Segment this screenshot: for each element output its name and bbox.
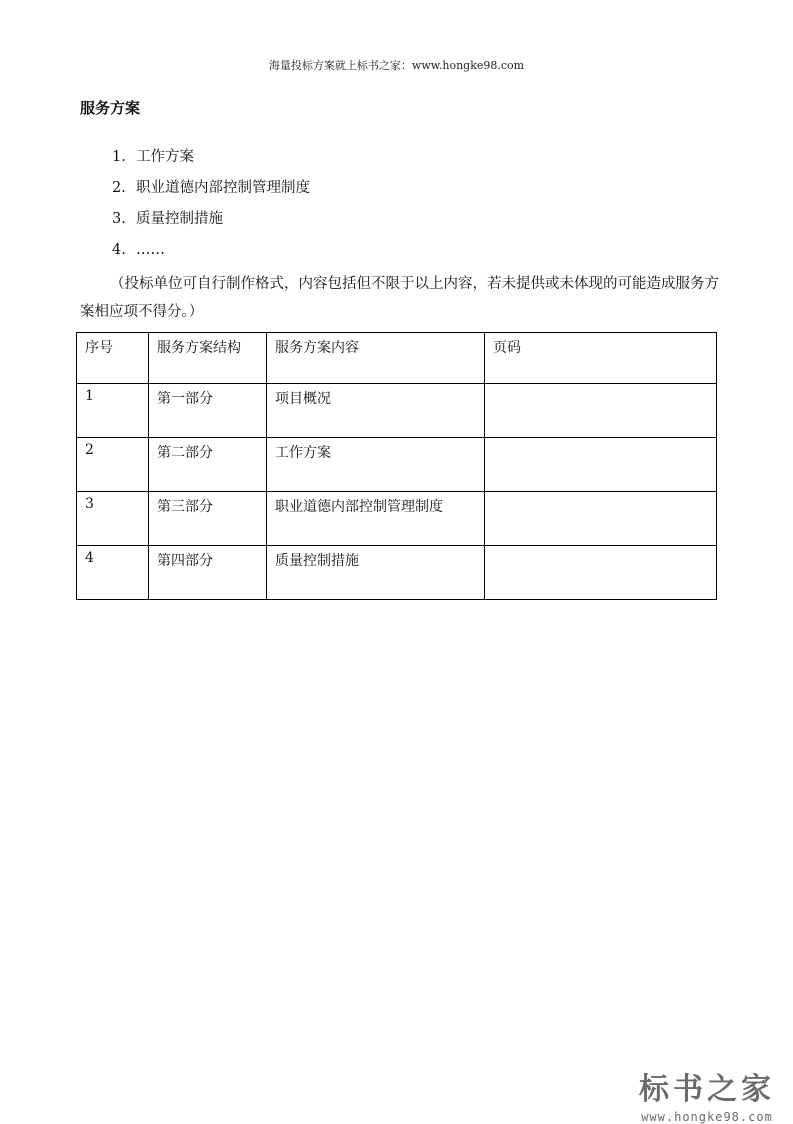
brand-watermark	[639, 1064, 775, 1124]
table-cell: 2	[77, 438, 149, 492]
list-item-number: 1.	[112, 149, 126, 165]
table-row	[77, 492, 717, 546]
table-cell: 第二部分	[149, 438, 267, 492]
table-cell	[485, 492, 717, 546]
table-cell: 第四部分	[149, 546, 267, 600]
table-cell: 4	[77, 546, 149, 600]
section-title: 服务方案	[80, 99, 141, 117]
table-cell: 第一部分	[149, 384, 267, 438]
header-cell-structure: 服务方案结构	[149, 333, 267, 384]
list-item-text: 职业道德内部控制管理制度	[136, 180, 310, 196]
table-cell: 第三部分	[149, 492, 267, 546]
list-item-text: ……	[136, 242, 165, 258]
page-header: 海量投标方案就上标书之家：www.hongke98.com	[268, 59, 525, 72]
list-item	[112, 147, 310, 178]
table-cell: 职业道德内部控制管理制度	[267, 492, 485, 546]
brand-url: www.hongke98.com	[641, 1110, 773, 1124]
service-plan-table	[76, 332, 717, 600]
table-cell: 项目概况	[267, 384, 485, 438]
table-cell: 3	[77, 492, 149, 546]
table-header-row	[77, 333, 717, 384]
header-cell-index: 序号	[77, 333, 149, 384]
list-item	[112, 240, 310, 271]
table-cell	[485, 438, 717, 492]
table-row	[77, 546, 717, 600]
list-item	[112, 178, 310, 209]
header-cell-content: 服务方案内容	[267, 333, 485, 384]
list-item-number: 2.	[112, 180, 126, 196]
list-item-text: 质量控制措施	[136, 211, 223, 227]
outline-list	[112, 147, 310, 271]
brand-logo: 标书之家	[639, 1072, 775, 1107]
table-cell: 1	[77, 384, 149, 438]
table-row	[77, 384, 717, 438]
header-cell-page: 页码	[485, 333, 717, 384]
list-item-number: 4.	[112, 242, 126, 258]
list-item-text: 工作方案	[136, 149, 194, 165]
list-item	[112, 209, 310, 240]
list-item-number: 3.	[112, 211, 126, 227]
table-cell	[485, 384, 717, 438]
table-cell	[485, 546, 717, 600]
table-row	[77, 438, 717, 492]
table-cell: 质量控制措施	[267, 546, 485, 600]
instruction-note: （投标单位可自行制作格式，内容包括但不限于以上内容，若未提供或未体现的可能造成服务方案相应项不得分。）	[80, 276, 719, 320]
table-cell: 工作方案	[267, 438, 485, 492]
